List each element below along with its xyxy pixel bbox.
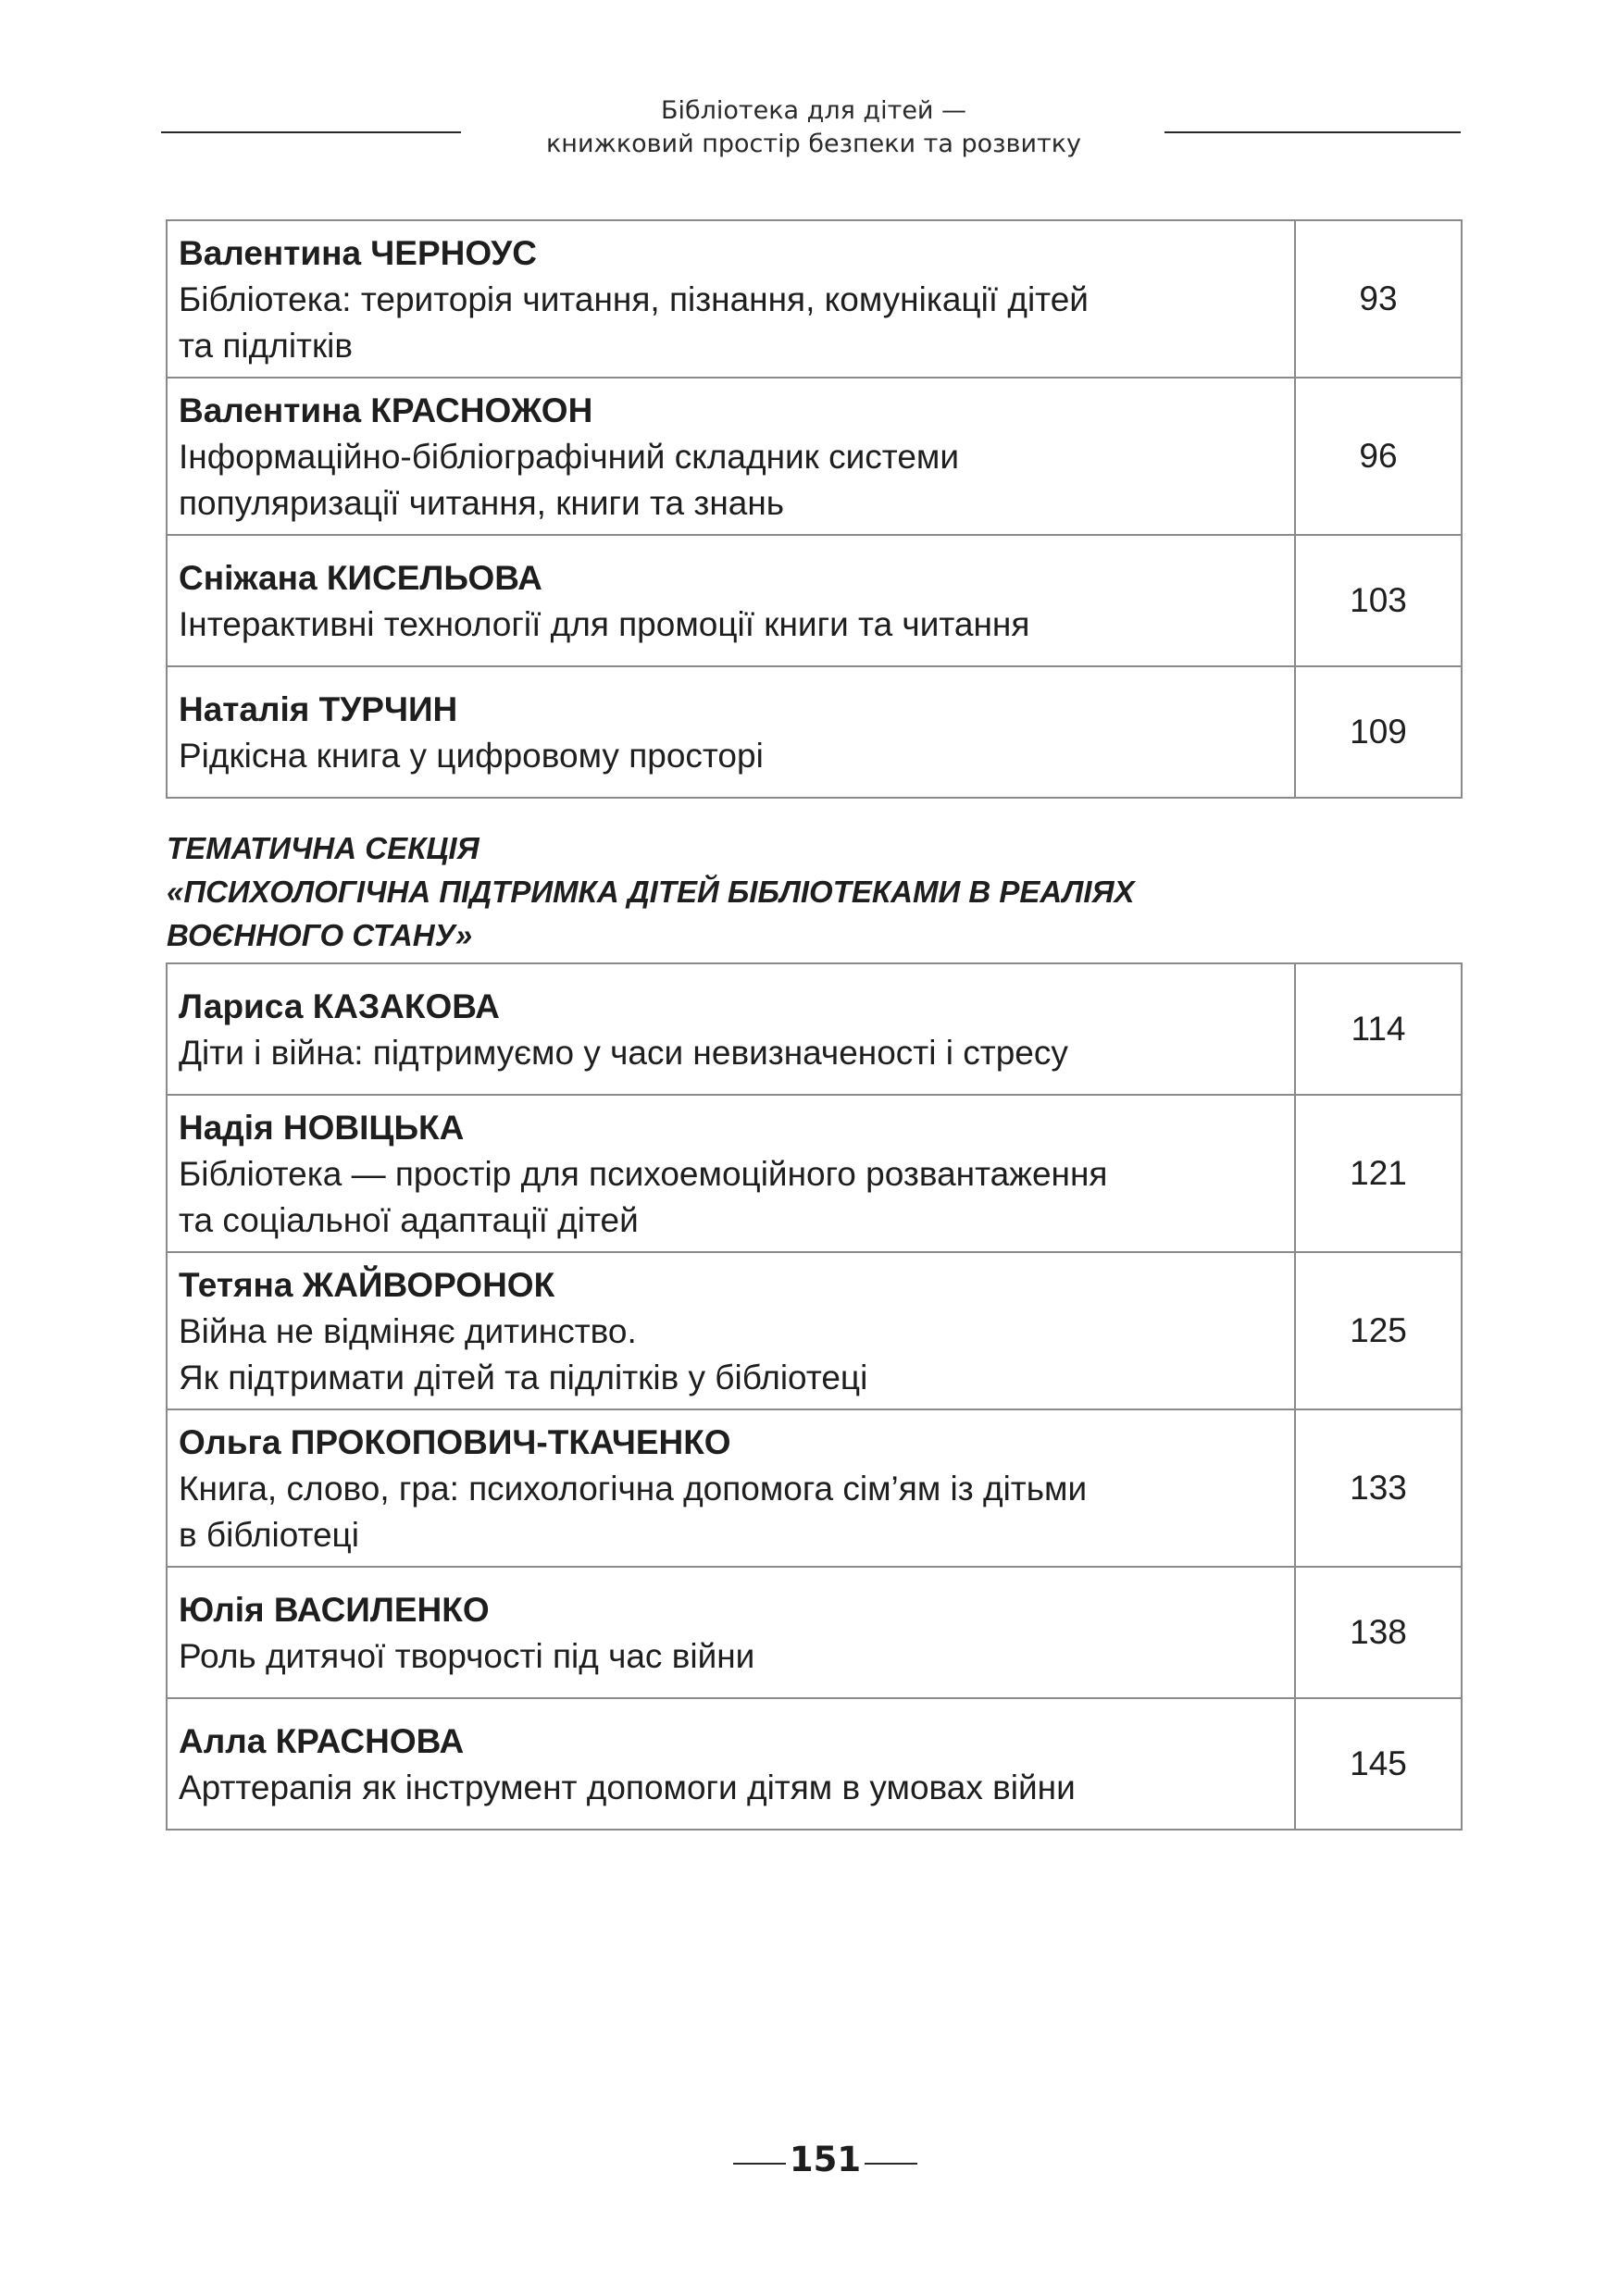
entry-cell <box>167 963 1295 1095</box>
contents-table-1 <box>166 219 1463 799</box>
contents-row <box>167 1567 1462 1698</box>
header-title-line-1: Бібліотека для дітей — <box>660 96 967 125</box>
entry-page-number: 133 <box>1295 1409 1462 1567</box>
contents-row <box>167 1095 1462 1252</box>
header-rule-right <box>1164 131 1461 133</box>
entry-title-line: популяризації читання, книги та знань <box>179 484 785 522</box>
header-rule-left <box>161 131 461 133</box>
entry-cell <box>167 1567 1295 1698</box>
entry-title-line: Книга, слово, гра: психологічна допомога сім’ям із дітьми <box>179 1470 1088 1508</box>
entry-title <box>179 602 1281 648</box>
entry-title-line: Інтерактивні технології для промоції книги та читання <box>179 605 1030 643</box>
contents-row <box>167 666 1462 798</box>
entry-title <box>179 1765 1281 1811</box>
entry-author: Сніжана КИСЕЛЬОВА <box>179 559 542 597</box>
entry-title-line: та підлітків <box>179 327 354 365</box>
entry-title-line: в бібліотеці <box>179 1516 359 1554</box>
entry-page-number: 121 <box>1295 1095 1462 1252</box>
header-title-line-2: книжковий простір безпеки та розвитку <box>545 130 1082 158</box>
entry-page-number: 96 <box>1295 378 1462 535</box>
footer-rule-right <box>865 2163 917 2165</box>
entry-page-number: 109 <box>1295 666 1462 798</box>
entry-author: Ольга ПРОКОПОВИЧ-ТКАЧЕНКО <box>179 1423 731 1461</box>
contents-row <box>167 535 1462 666</box>
entry-cell <box>167 666 1295 798</box>
entry-title <box>179 277 1281 369</box>
header-title <box>481 94 1146 161</box>
entry-title <box>179 1151 1281 1244</box>
entry-page-number: 138 <box>1295 1567 1462 1698</box>
contents-row <box>167 220 1462 378</box>
entry-title-line: Бібліотека: територія читання, пізнання, комунікації дітей <box>179 280 1089 318</box>
contents-row <box>167 963 1462 1095</box>
running-header <box>0 0 1619 185</box>
entry-author: Валентина ЧЕРНОУС <box>179 234 537 272</box>
footer-rule-left <box>733 2163 786 2165</box>
entry-cell <box>167 1409 1295 1567</box>
entry-page-number: 103 <box>1295 535 1462 666</box>
entry-author: Надія НОВІЦЬКА <box>179 1109 465 1147</box>
section-heading-line-3: ВОЄННОГО СТАНУ» <box>167 918 473 952</box>
entry-page-number: 125 <box>1295 1252 1462 1409</box>
section-heading-line-1: ТЕМАТИЧНА СЕКЦІЯ <box>167 831 479 865</box>
page-number: 151 <box>789 2140 862 2179</box>
page-footer <box>0 2138 1619 2193</box>
entry-title-line: Роль дитячої творчості під час війни <box>179 1637 755 1675</box>
entry-author: Алла КРАСНОВА <box>179 1722 465 1760</box>
entry-cell <box>167 535 1295 666</box>
section-heading-line-2: «ПСИХОЛОГІЧНА ПІДТРИМКА ДІТЕЙ БІБЛІОТЕКАМИ В РЕАЛІЯХ <box>167 875 1135 909</box>
entry-title <box>179 434 1281 527</box>
contents-table-2 <box>166 962 1463 1831</box>
entry-title-line: Інформаційно-бібліографічний складник системи <box>179 438 960 476</box>
entry-page-number: 114 <box>1295 963 1462 1095</box>
entry-page-number: 93 <box>1295 220 1462 378</box>
entry-title <box>179 733 1281 779</box>
entry-title-line: Діти і війна: підтримуємо у часи невизначеності і стресу <box>179 1034 1068 1072</box>
entry-title <box>179 1030 1281 1076</box>
contents-row <box>167 378 1462 535</box>
entry-author: Юлія ВАСИЛЕНКО <box>179 1591 490 1629</box>
entry-author: Лариса КАЗАКОВА <box>179 987 500 1025</box>
entry-title-line: Як підтримати дітей та підлітків у бібліотеці <box>179 1359 868 1396</box>
section-heading <box>167 826 1135 957</box>
entry-title-line: Бібліотека — простір для психоемоційного розвантаження <box>179 1155 1108 1193</box>
entry-title <box>179 1466 1281 1558</box>
entry-cell <box>167 1095 1295 1252</box>
entry-author: Валентина КРАСНОЖОН <box>179 391 593 429</box>
entry-title-line: Війна не відміняє дитинство. <box>179 1312 637 1350</box>
entry-author: Наталія ТУРЧИН <box>179 690 458 728</box>
entry-author: Тетяна ЖАЙВОРОНОК <box>179 1266 555 1304</box>
entry-title-line: Арттерапія як інструмент допомоги дітям в умовах війни <box>179 1769 1076 1806</box>
contents-row <box>167 1698 1462 1830</box>
entry-title-line: Рідкісна книга у цифровому просторі <box>179 737 764 775</box>
entry-title <box>179 1309 1281 1401</box>
entry-title <box>179 1633 1281 1680</box>
contents-row <box>167 1252 1462 1409</box>
entry-cell <box>167 220 1295 378</box>
contents-row <box>167 1409 1462 1567</box>
entry-cell <box>167 1252 1295 1409</box>
entry-title-line: та соціальної адаптації дітей <box>179 1201 639 1239</box>
entry-cell <box>167 1698 1295 1830</box>
entry-page-number: 145 <box>1295 1698 1462 1830</box>
entry-cell <box>167 378 1295 535</box>
